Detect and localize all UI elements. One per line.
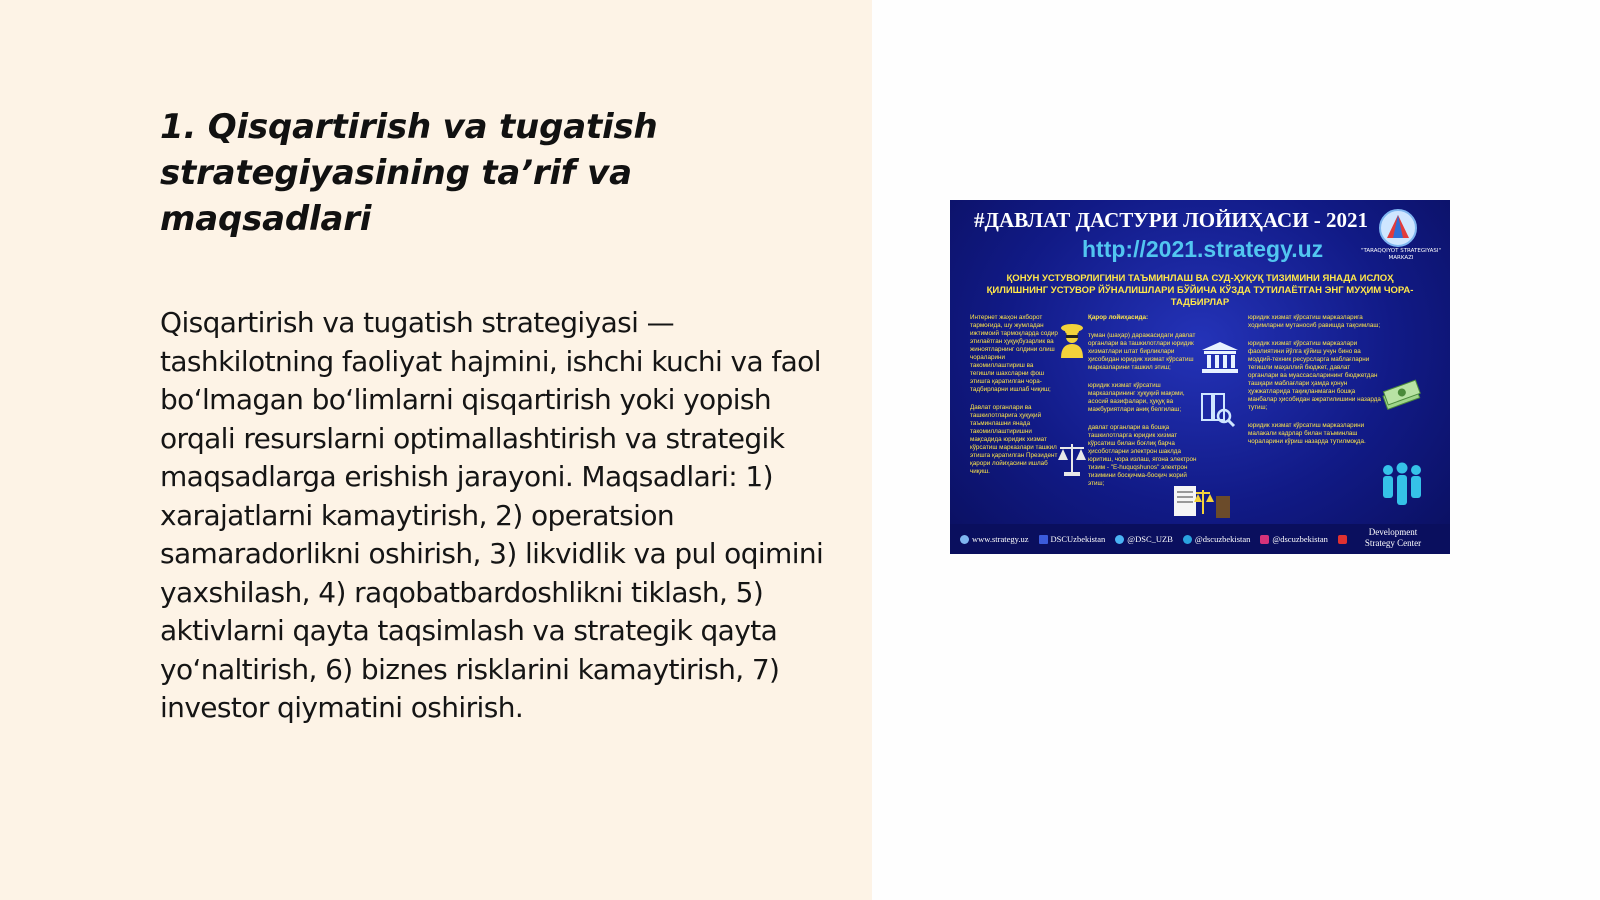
footer-web-label: www.strategy.uz bbox=[972, 534, 1029, 544]
instagram-icon bbox=[1260, 535, 1269, 544]
scales-icon bbox=[1056, 440, 1088, 478]
legal-documents-icon bbox=[1172, 482, 1232, 522]
logo-caption: "TARAQQIYOT STRATEGIYASI" MARKAZI bbox=[1360, 248, 1442, 261]
poster-subtitle: ҚОНУН УСТУВОРЛИГИНИ ТАЪМИНЛАШ ВА СУД-ҲУҚУҚ ТИЗИМИНИ ЯНАДА ИСЛОҲ ҚИЛИШНИНГ УСТУВОР ЙЎНАЛИШЛАРИ БЎЙИЧА КЎЗДА ТУТИЛАЁТГАН ЭНГ МУҲИМ ЧОРА-ТАДБИРЛАР bbox=[986, 273, 1414, 308]
poster-url: http://2021.strategy.uz bbox=[1082, 236, 1324, 262]
footer-web bbox=[960, 534, 1029, 544]
twitter-icon bbox=[1115, 535, 1124, 544]
poster-item: Давлат органлари ва ташкилотларига ҳуқуқий таъминлашни янада такомиллаштиришни мақсадида юридик хизмат кўрсатиш марказлари ташкил этишга қаратилган Президент қарори лойиҳасини ишлаб чиқиш. bbox=[970, 404, 1058, 475]
footer-twitter bbox=[1115, 534, 1173, 544]
poster-item: юридик хизмат кўрсатиш марказлари фаолиятини йўлга қўйиш учун бино ва моддий-техник ресурсларга маблағларни тегишли маҳаллий бюджет, давлат органлари ва муассасаларининг бюджетдан ташқари маблағлари ҳамда қонун ҳужжатларида тақиқланмаган бошқа манбалар ҳисобидан ажратилишини назарда тутиш; bbox=[1248, 340, 1381, 411]
strategy-center-logo-icon bbox=[1378, 208, 1418, 248]
facebook-icon bbox=[1039, 535, 1048, 544]
youtube-icon bbox=[1338, 535, 1347, 544]
footer-telegram bbox=[1183, 534, 1251, 544]
footer-facebook bbox=[1039, 534, 1106, 544]
poster-column-3 bbox=[1248, 314, 1382, 456]
poster-item: Интернет жаҳон ахборот тармоғида, шу жумладан ижтимоий тармоқларда содир этилаётган ҳуқуқбузарлик ва жиноятларнинг олдини олиш чораларини такомиллаштириш ва тегишли шахсларни фош этишга қаратилган чора-тадбирларни ишлаб чиқиш; bbox=[970, 314, 1058, 393]
footer-instagram-label: @dscuzbekistan bbox=[1272, 534, 1328, 544]
poster-footer bbox=[950, 524, 1450, 554]
footer-youtube bbox=[1338, 535, 1350, 544]
footer-facebook-label: DSCUzbekistan bbox=[1050, 534, 1106, 544]
poster-item: давлат органлари ва бошқа ташкилотларга юридик хизмат кўрсатиш билан боғлиқ барча ҳисоботларни электрон шаклда юритиш, чора излаш, ягона электрон тизим - "E-huquqshunos" электрон тизимини босқичма-босқич жорий этиш; bbox=[1088, 424, 1197, 487]
slide-title: 1. Qisqartirish va tugatish strategiyasining ta’rif va maqsadlari bbox=[160, 107, 658, 239]
poster-column-1 bbox=[970, 314, 1058, 486]
poster-item: юридик хизмат кўрсатиш марказларига ходимларни мутаносиб равишда тақсимлаш; bbox=[1248, 314, 1381, 329]
footer-telegram-label: @dscuzbekistan bbox=[1194, 534, 1251, 544]
globe-icon bbox=[960, 535, 969, 544]
footer-twitter-label: @DSC_UZB bbox=[1127, 534, 1173, 544]
poster-item: юридик хизмат кўрсатиш марказларининг ҳуқуқий мақоми, асосий вазифалари, ҳуқуқ ва мажбуриятлари аниқ белгилаш; bbox=[1088, 382, 1185, 413]
poster-column-2 bbox=[1088, 314, 1204, 498]
court-building-icon bbox=[1200, 340, 1240, 374]
document-search-icon bbox=[1200, 392, 1236, 428]
slide-body-text: Qisqartirish va tugatish strategiyasi — tashkilotning faoliyat hajmini, ishchi kuchi va faol bo‘lmagan bo‘limlarni qisqartirish yoki yopish orqali resurslarni optimallashtirish va strategik maqsadlarga erishish jarayoni. Maqsadlari: 1) xarajatlarni kamaytirish, 2) operatsion samaradorlikni oshirish, 3) likvidlik va pul oqimini yaxshilash, 4) raqobatbardoshlikni tiklash, 5) aktivlarni qayta taqsimlash va strategik qayta yo‘naltirish, 6) biznes risklarini kamaytirish, 7) investor qiymatini oshirish. bbox=[160, 306, 824, 724]
telegram-icon bbox=[1183, 535, 1192, 544]
poster-item: туман (шаҳар) даражасидаги давлат органлари ва ташкилотлари юридик хизматлари штат бирликлари ҳисобидан юридик хизмат кўрсатиш марказларини ташкил этиш; bbox=[1088, 332, 1196, 371]
poster-column-heading: Қарор лойиҳасида: bbox=[1088, 314, 1149, 321]
poster-title: #ДАВЛАТ ДАСТУРИ ЛОЙИҲАСИ - 2021 bbox=[974, 208, 1369, 232]
people-group-icon bbox=[1378, 462, 1426, 508]
money-stack-icon bbox=[1380, 378, 1422, 414]
poster-item: юридик хизмат кўрсатиш марказларини малакали кадрлар билан таъминлаш чораларини кўриш назарда тутилмоқда. bbox=[1248, 422, 1366, 445]
footer-brand: Development Strategy Center bbox=[1364, 527, 1422, 548]
hacker-icon bbox=[1058, 322, 1086, 358]
footer-instagram bbox=[1260, 534, 1328, 544]
infographic-poster bbox=[950, 200, 1450, 554]
